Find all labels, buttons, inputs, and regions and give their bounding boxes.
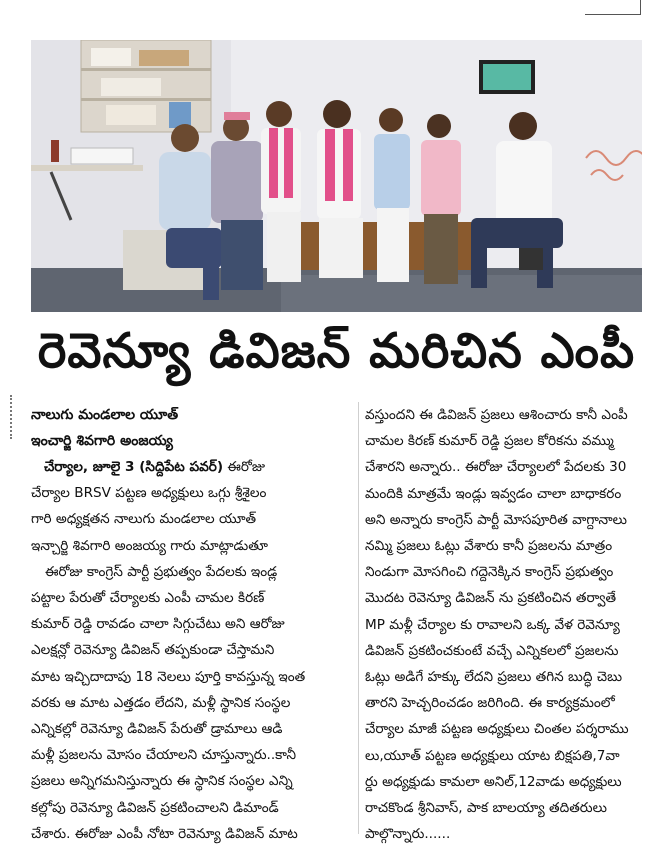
left-paragraph	[31, 454, 353, 847]
subheading-1: నాలుగు మండలాల యూత్	[31, 407, 179, 423]
headline: రెవెన్యూ డివిజన్ మరిచిన ఎంపీ	[37, 323, 636, 379]
body-line: మందికి మాత్రమే ఇండ్లు ఇవ్వడం చాలా బాధాకరం	[365, 485, 622, 502]
body-line: చేర్యాల మాజీ పట్టణ అధ్యక్షులు చింతల పర్శరాము	[365, 721, 629, 738]
body-line: ఎన్నికల్లో రెవెన్యూ డివిజన్ పేరుతో డ్రామాలు ఆడి	[31, 721, 283, 738]
group-photo-illustration	[31, 40, 642, 312]
news-photo	[31, 40, 642, 312]
dateline: చేర్యాల, జూలై 3 (సిద్దిపేట పవర్)	[43, 459, 224, 475]
body-line: తారని హెచ్చరించడం జరిగింది. ఈ కార్యక్రమంలో	[365, 695, 615, 712]
body-line: ఓట్లు అడిగే హక్కు లేదని ప్రజలు తగిన బుద్ధి చెబు	[365, 669, 623, 686]
body-line: మళ్లీ ప్రజలను మోసం చేయాలని చూస్తున్నారు..కానీ	[31, 747, 297, 764]
body-line: నమ్మి ప్రజలు ఓట్లు వేశారు కానీ ప్రజలను మాత్రం	[365, 538, 613, 555]
body-line: ఈరోజు కాంగ్రెస్ పార్టీ ప్రభుత్వం పేదలకు ఇండ్ల	[45, 563, 278, 580]
body-line: ప్రజలు అన్నిగమనిస్తున్నారు ఈ స్థానిక సంస్థల ఎన్ని	[31, 773, 293, 790]
right-paragraph	[365, 402, 643, 847]
body-line: లు,యూత్ పట్టణ అధ్యక్షులు యాట బిక్షపతి,7వా	[365, 747, 620, 764]
body-line: రాచకొండ శ్రీనివాస్, పాక బాలయ్యా తదితరులు	[365, 800, 607, 817]
body-line: నిండుగా మోసగించి గద్దెనెక్కిన కాంగ్రెస్ ప్రభుత్వం	[365, 564, 614, 581]
body-line-text: ఈరోజు	[227, 459, 265, 475]
body-line: వస్తుందని ఈ డివిజన్ ప్రజలు ఆశించారు కానీ ఎంపీ	[365, 407, 628, 423]
body-line	[31, 454, 353, 480]
left-column	[31, 402, 353, 847]
corner-rule-vertical	[640, 0, 641, 14]
body-line: ఎలక్షన్లో రెవెన్యూ డివిజన్ తప్పకుండా చేస్తామని	[31, 642, 275, 659]
body-line: మాట ఇచ్చిదాదాపు 18 నెలలు పూర్తి కావస్తున్న ఇంత	[31, 668, 306, 685]
body-line: చేశారని అన్నారు.. ఈరోజు చేర్యాలలో పేదలకు 30	[365, 459, 627, 476]
body-line: చేశారు. ఈరోజు ఎంపీ నోటా రెవెన్యూ డివిజన్ మాట	[31, 825, 298, 842]
body-line: పట్టాల పేరుతో చేర్యాలకు ఎంపీ చామల కిరణ్	[31, 590, 265, 607]
body-line: పాల్గొన్నారు......	[365, 826, 451, 843]
right-column	[365, 402, 643, 847]
body-line: ఇన్చార్జి శివగారి అంజయ్య గారు మాట్లాడుతూ	[31, 537, 268, 554]
body-line: వరకు ఆ మాట ఎత్తడం లేదని, మళ్లీ స్థానిక సంస్థల	[31, 694, 291, 711]
column-divider	[358, 402, 359, 834]
body-line: మొదట రెవెన్యూ డివిజన్ ను ప్రకటించిన తర్వాతే	[365, 590, 617, 607]
subheading-2: ఇంచార్జి శివగారి అంజయ్య	[31, 433, 173, 449]
margin-marker	[10, 395, 14, 439]
body-line: డివిజన్ ప్రకటించకుంటే వచ్చే ఎన్నికలలో ప్రజలను	[365, 642, 619, 659]
body-line: గారి అధ్యక్షతన నాలుగు మండలాల యూత్	[31, 511, 257, 528]
corner-rule-horizontal	[585, 14, 641, 15]
body-line: చేర్యాల BRSV పట్టణ అధ్యక్షులు ఒగ్గు శ్రీశైలం	[31, 485, 267, 502]
body-line: కల్లోపు రెవెన్యూ డివిజన్ ప్రకటించాలని డిమాండ్	[31, 799, 279, 816]
body-line: కుమార్ రెడ్డి రావడం చాలా సిగ్గుచేటు అని ఆరోజు	[31, 616, 285, 633]
body-line: చామల కిరణ్ కుమార్ రెడ్డి ప్రజల కోరికను వమ్ము	[365, 433, 614, 450]
body-line: అని అన్నారు కాంగ్రెస్ పార్టీ మోసపూరిత వాగ్దానాలు	[365, 511, 627, 528]
body-line: ర్డు అధ్యక్షుడు కామలా అనిల్,12వాడు అధ్యక్షులు	[365, 773, 622, 790]
body-line: MP మళ్లీ చేర్యాల కు రావాలని ఒక్క వేళ రెవెన్యూ	[365, 616, 620, 633]
